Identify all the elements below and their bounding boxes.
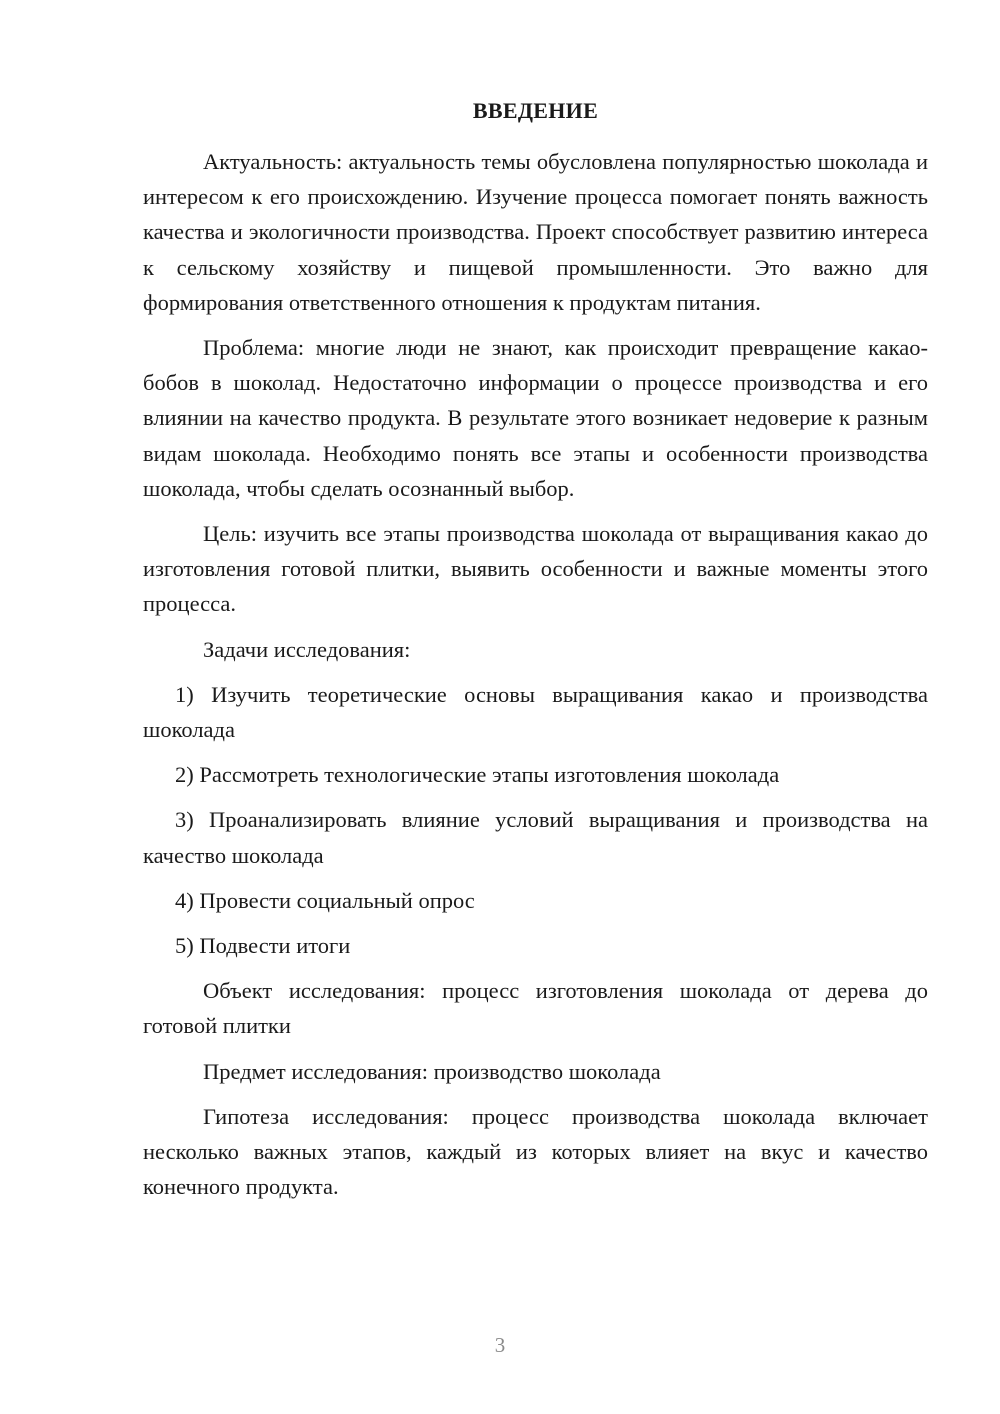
page-number: 3 (494, 1333, 506, 1357)
task-item-2: 2) Рассмотреть технологические этапы изготовления шоколада (175, 762, 780, 788)
task-item-4: 4) Провести социальный опрос (175, 887, 475, 913)
object-paragraph: Объект исследования: процесс изготовления шоколада от дерева до готовой плитки (143, 978, 928, 1039)
relevance-paragraph: Актуальность: актуальность темы обусловлена популярностью шоколада и интересом к его происхождению. Изучение процесса помогает понять важность качества и экологичности производства. Проект способствует развитию интереса к сельскому хозяйству и пищевой промышленности. Это важно для формирования ответственного отношения к продуктам питания. (143, 149, 928, 315)
section-title: ВВЕДЕНИЕ (472, 98, 599, 123)
hypothesis-paragraph: Гипотеза исследования: процесс производства шоколада включает несколько важных этапов, каждый из которых влияет на вкус и качество конечного продукта. (143, 1103, 928, 1200)
task-item-3: 3) Проанализировать влияние условий выращивания и производства на качество шоколада (143, 807, 928, 868)
goal-paragraph: Цель: изучить все этапы производства шоколада от выращивания какао до изготовления готовой плитки, выявить особенности и важные моменты этого процесса. (143, 521, 928, 617)
problem-paragraph: Проблема: многие люди не знают, как происходит превращение какао-бобов в шоколад. Недостаточно информации о процессе производства и его влиянии на качество продукта. В результате этого возникает недоверие к разным видам шоколада. Необходимо понять все этапы и особенности производства шоколада, чтобы сделать осознанный выбор. (143, 335, 928, 501)
document-page (143, 96, 928, 1214)
task-item-1: 1) Изучить теоретические основы выращивания какао и производства шоколада (143, 681, 928, 743)
task-item-5: 5) Подвести итоги (175, 933, 351, 959)
subject-paragraph: Предмет исследования: производство шоколада (203, 1058, 661, 1084)
tasks-heading: Задачи исследования: (203, 636, 411, 662)
